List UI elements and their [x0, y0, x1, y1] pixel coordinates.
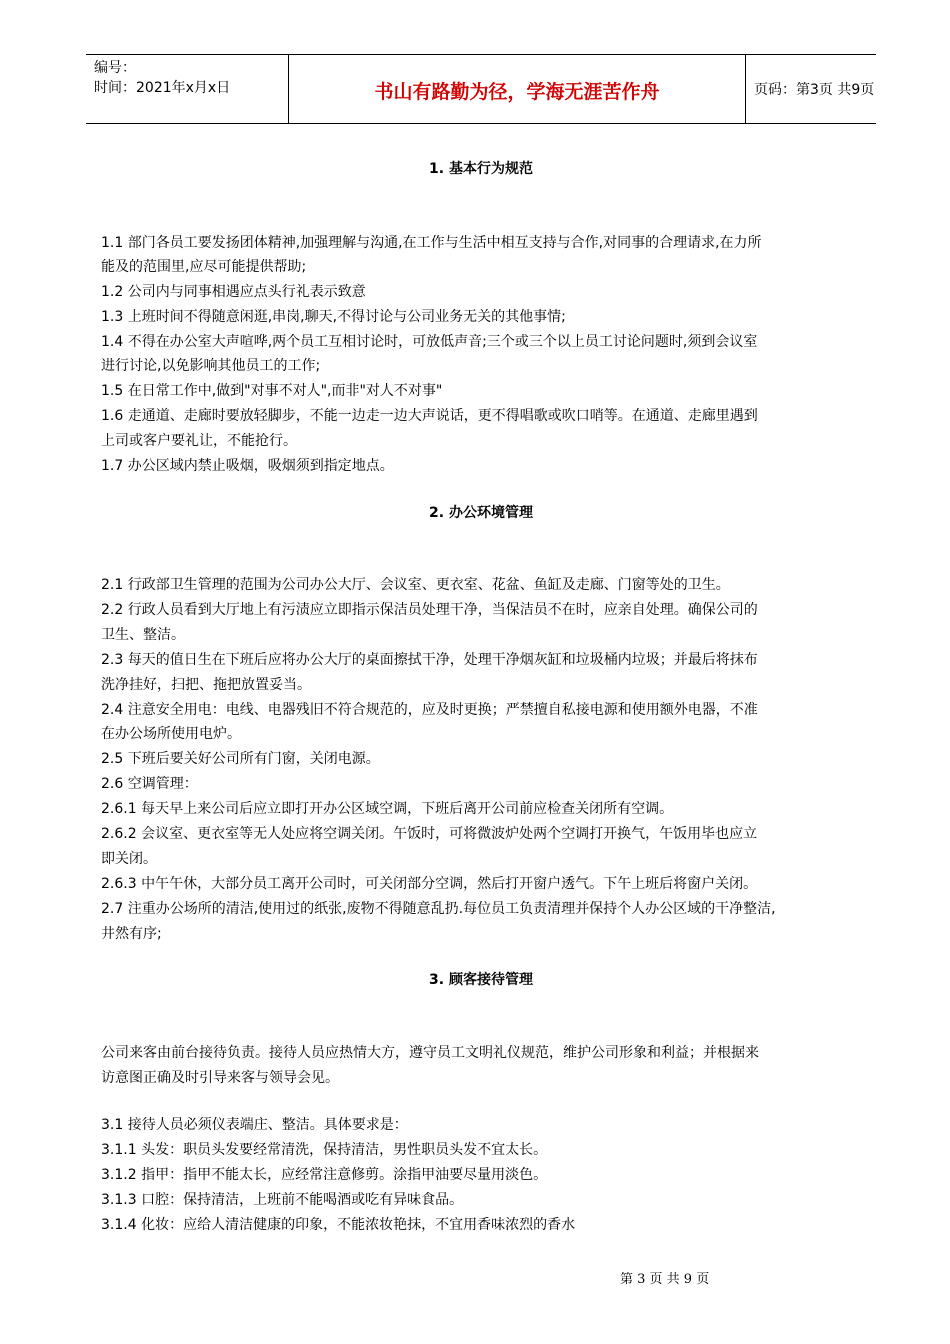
paragraph-line: 访意图正确及时引导来客与领导会见。: [101, 1070, 339, 1086]
header-motto: 书山有路勤为径，学海无涯苦作舟: [374, 81, 660, 103]
paragraph-line: 2.6 空调管理：: [101, 776, 198, 792]
document-number: 编号：: [94, 60, 136, 76]
paragraph-line: 井然有序;: [101, 926, 162, 942]
paragraph-line: 1.2 公司内与同事相遇应点头行礼表示致意: [101, 284, 366, 300]
paragraph-line: 3.1.3 口腔：保持清洁，上班前不能喝酒或吃有异味食品。: [101, 1192, 464, 1208]
document-time: 时间：2021年x月x日: [94, 80, 231, 96]
paragraph-line: 2.5 下班后要关好公司所有门窗，关闭电源。: [101, 751, 380, 767]
paragraph-line: 在办公场所使用电炉。: [101, 726, 241, 742]
paragraph-line: 1.6 走通道、走廊时要放轻脚步，不能一边走一边大声说话，更不得唱歌或吹口哨等。在通道、走廊里遇到: [101, 408, 758, 424]
header-meta: [86, 55, 286, 123]
paragraph-line: 洗净挂好，扫把、拖把放置妥当。: [101, 677, 311, 693]
header-motto-cell: [288, 55, 746, 123]
paragraph-line: 2.4 注意安全用电：电线、电器残旧不符合规范的，应及时更换；严禁擅自私接电源和使用额外电器，不准: [101, 702, 758, 718]
paragraph-line: 卫生、整洁。: [101, 627, 185, 643]
paragraph-line: 1.5 在日常工作中,做到"对事不对人",而非"对人不对事": [101, 383, 443, 399]
header-page-number: 页码：第3页 共9页: [754, 82, 875, 98]
paragraph-line: 1.7 办公区域内禁止吸烟，吸烟须到指定地点。: [101, 458, 394, 474]
paragraph-line: 1.1 部门各员工要发扬团体精神,加强理解与沟通,在工作与生活中相互支持与合作,对同事的合理请求,在力所: [101, 235, 762, 251]
paragraph-line: 1.4 不得在办公室大声喧哗,两个员工互相讨论时，可放低声音;三个或三个以上员工讨论问题时,须到会议室: [101, 334, 758, 350]
paragraph-line: 进行讨论,以免影响其他员工的工作;: [101, 358, 321, 374]
section-1-title: 1. 基本行为规范: [429, 161, 533, 177]
paragraph-line: 公司来客由前台接待负责。接待人员应热情大方，遵守员工文明礼仪规范，维护公司形象和利益；并根据来: [101, 1045, 759, 1061]
paragraph-line: 2.3 每天的值日生在下班后应将办公大厅的桌面擦拭干净，处理干净烟灰缸和垃圾桶内垃圾；并最后将抹布: [101, 652, 758, 668]
paragraph-line: 3.1 接待人员必须仪表端庄、整洁。具体要求是：: [101, 1117, 408, 1133]
paragraph-line: 1.3 上班时间不得随意闲逛,串岗,聊天,不得讨论与公司业务无关的其他事情;: [101, 309, 566, 325]
section-2-title: 2. 办公环境管理: [429, 505, 533, 521]
paragraph-line: 2.7 注重办公场所的清洁,使用过的纸张,废物不得随意乱扔.每位员工负责清理并保持个人办公区域的干净整洁,: [101, 901, 776, 917]
paragraph-line: 即关闭。: [101, 851, 157, 867]
paragraph-line: 3.1.2 指甲：指甲不能太长，应经常注意修剪。涂指甲油要尽量用淡色。: [101, 1167, 548, 1183]
paragraph-line: 2.2 行政人员看到大厅地上有污渍应立即指示保洁员处理干净，当保洁员不在时，应亲自处理。确保公司的: [101, 602, 758, 618]
paragraph-line: 3.1.4 化妆：应给人清洁健康的印象，不能浓妆艳抹，不宜用香味浓烈的香水: [101, 1217, 576, 1233]
paragraph-line: 2.6.3 中午午休，大部分员工离开公司时，可关闭部分空调，然后打开窗户透气。下午上班后将窗户关闭。: [101, 876, 758, 892]
paragraph-line: 能及的范围里,应尽可能提供帮助;: [101, 259, 307, 275]
paragraph-line: 上司或客户要礼让，不能抢行。: [101, 433, 297, 449]
page-header: [86, 54, 876, 124]
paragraph-line: 3.1.1 头发：职员头发要经常清洗，保持清洁，男性职员头发不宜太长。: [101, 1142, 548, 1158]
paragraph-line: 2.6.2 会议室、更衣室等无人处应将空调关闭。午饭时，可将微波炉处两个空调打开换气，午饭用毕也应立: [101, 826, 758, 842]
paragraph-line: 2.6.1 每天早上来公司后应立即打开办公区域空调，下班后离开公司前应检查关闭所有空调。: [101, 801, 674, 817]
section-3-title: 3. 顾客接待管理: [429, 972, 533, 988]
paragraph-line: 2.1 行政部卫生管理的范围为公司办公大厅、会议室、更衣室、花盆、鱼缸及走廊、门窗等处的卫生。: [101, 577, 730, 593]
page-footer: 第 3 页 共 9 页: [620, 1272, 710, 1287]
